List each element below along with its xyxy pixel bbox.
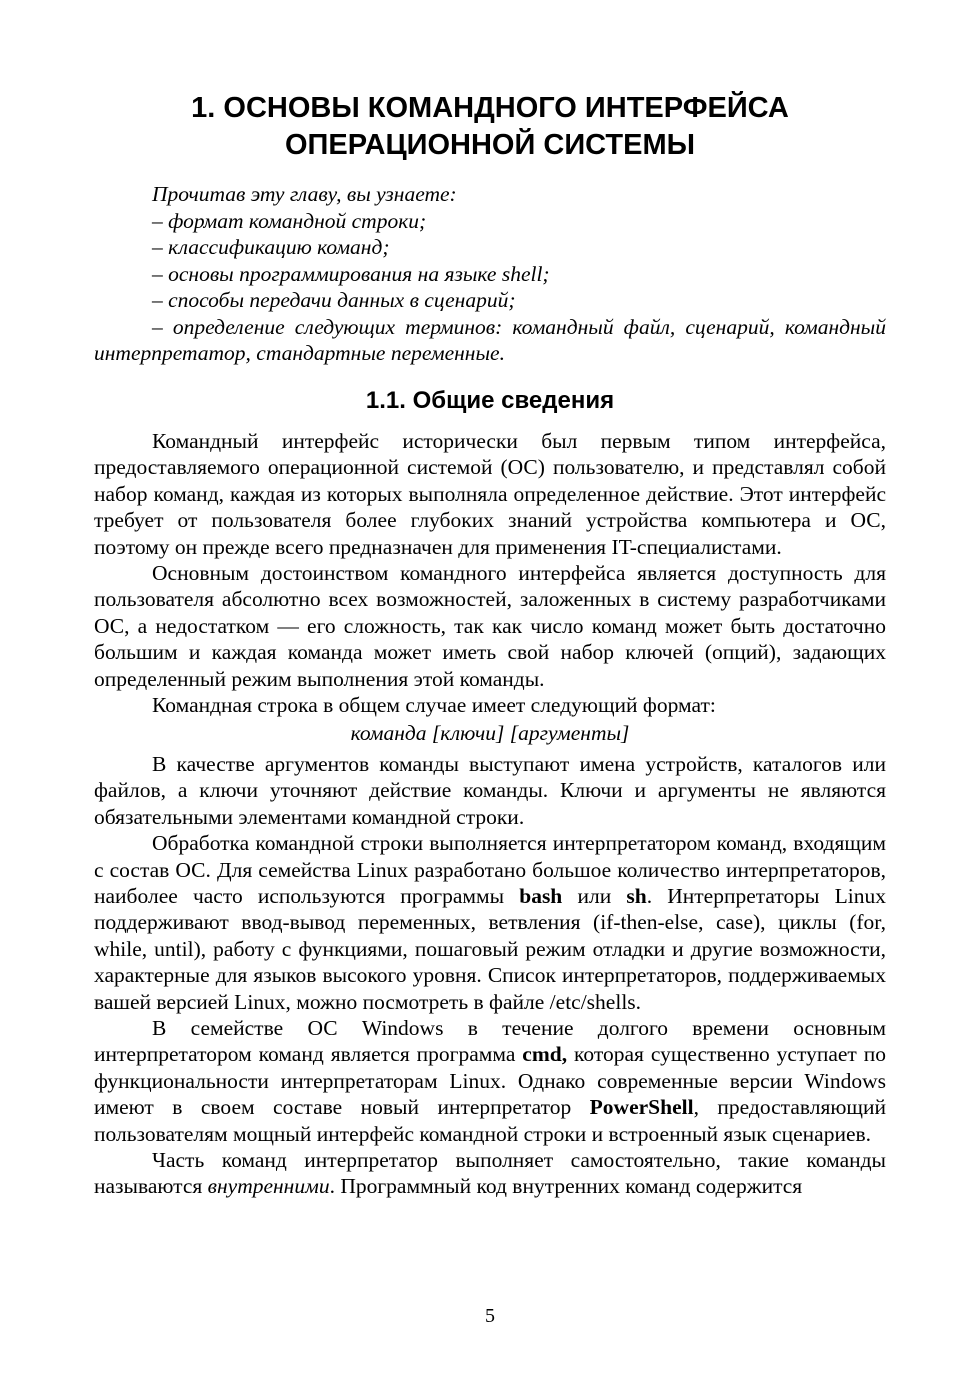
paragraph-5: [94, 830, 886, 1015]
body-text: [94, 428, 886, 1200]
internal-term: внутренними: [207, 1174, 330, 1199]
chapter-title-line-1: 1. ОСНОВЫ КОМАНДНОГО ИНТЕРФЕЙСА: [191, 92, 789, 124]
paragraph-3: Командная строка в общем случае имеет следующий формат:: [152, 693, 716, 718]
paragraph-7-text-b: . Программный код внутренних команд содержится: [329, 1174, 803, 1199]
bash-term: bash: [519, 883, 563, 908]
intro-item: – способы передачи данных в сценарий;: [152, 288, 516, 312]
chapter-title: [94, 90, 886, 164]
paragraph-5-text-a: Обработка командной строки выполняется интерпретатором команд, входящим с состав ОС. Для семейства Linux разработано большое количество интерпретаторов, наиболее часто используются программы: [94, 831, 886, 908]
powershell-term: PowerShell: [589, 1095, 694, 1120]
paragraph-5-text-b: или: [562, 883, 627, 908]
intro-lead: Прочитав эту главу, вы узнаете:: [152, 182, 457, 206]
paragraph-6-text-a: В семействе ОС Windows в течение долгого времени основным интерпретатором команд является программа: [94, 1015, 886, 1067]
paragraph-7: [94, 1147, 886, 1200]
cmd-term: cmd,: [522, 1042, 568, 1067]
intro-item: – классификацию команд;: [152, 235, 390, 259]
intro-item: – формат командной строки;: [152, 208, 427, 233]
paragraph-6-text-b: которая существенно уступает по функциональности интерпретаторам Linux. Однако современные версии Windows имеют в своем составе новый интерпретатор: [94, 1042, 886, 1120]
paragraph-4: В качестве аргументов команды выступают имена устройств, каталогов или файлов, а ключи уточняют действие команды. Ключи и аргументы не являются обязательными элементами командной строки.: [94, 751, 886, 829]
paragraph-6: [94, 1015, 886, 1147]
paragraph-5-text-c: . Интерпретаторы Linux поддерживают ввод-вывод переменных, ветвления (if-then-else, case), циклы (for, while, until), работу с функциями, пошаговый режим отладки и другие возможности, характерные для языков высокого уровня. Список интерпретаторов, поддерживаемых вашей версией Linux, можно посмотреть в файле /etc/shells.: [94, 883, 887, 1014]
chapter-intro: [94, 181, 886, 367]
intro-item-last: – определение следующих терминов: командный файл, сценарий, командный интерпретатор, стандартные переменные.: [94, 314, 886, 365]
sh-term: sh: [626, 883, 647, 908]
paragraph-6-text-c: , предоставляющий пользователям мощный интерфейс командной строки и встроенный язык сценариев.: [94, 1095, 886, 1146]
paragraph-7-text-a: Часть команд интерпретатор выполняет самостоятельно, такие команды называются: [94, 1147, 886, 1199]
paragraph-2: Основным достоинством командного интерфейса является доступность для пользователя абсолютно всех возможностей, заложенных в систему разработчиками ОС, а недостатком — его сложность, так как число команд может быть достаточно большим и каждая команда может иметь свой набор ключей (опций), задающих определенный режим выполнения этой команды.: [94, 561, 886, 691]
intro-item: – основы программирования на языке shell;: [152, 261, 550, 286]
section-title: 1.1. Общие сведения: [365, 387, 615, 414]
command-format-formula: команда [ключи] [аргументы]: [350, 721, 630, 746]
paragraph-1: Командный интерфейс исторически был первым типом интерфейса, предоставляемого операционной системой (ОС) пользователю, и представлял собой набор команд, каждая из которых выполняла определенное действие. Этот интерфейс требует от пользователя более глубоких знаний устройства компьютера и ОС, поэтому он прежде всего предназначен для применения IT-специалистами.: [94, 429, 886, 559]
page-number: 5: [485, 1305, 495, 1327]
chapter-title-line-2: ОПЕРАЦИОННОЙ СИСТЕМЫ: [284, 129, 696, 161]
